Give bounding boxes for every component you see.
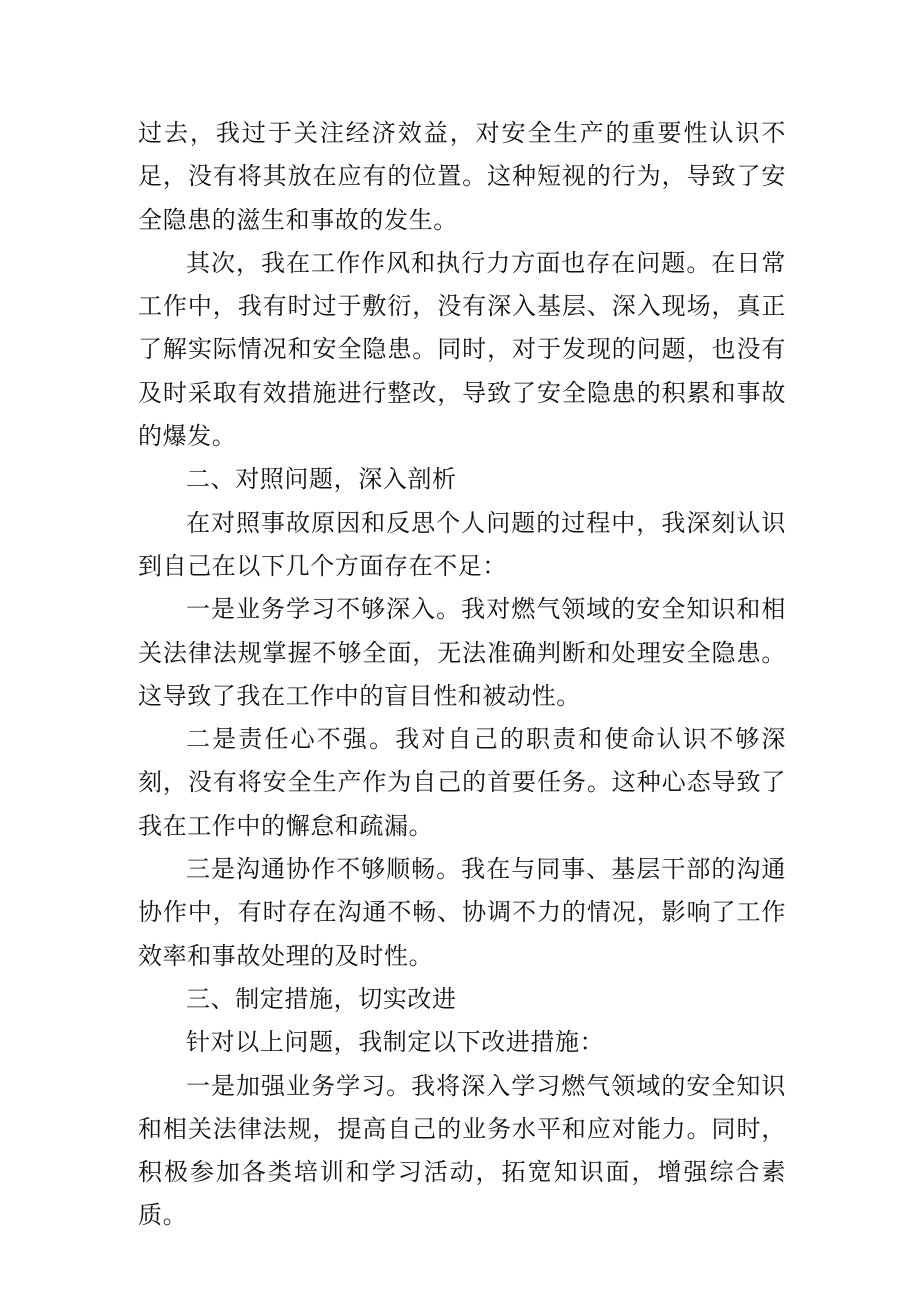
paragraph-point-communication: 三是沟通协作不够顺畅。我在与同事、基层干部的沟通协作中，有时存在沟通不畅、协调不力的情况，影响了工作效率和事故处理的及时性。 bbox=[138, 855, 786, 970]
paragraph-analysis-intro: 在对照事故原因和反思个人问题的过程中，我深刻认识到自己在以下几个方面存在不足： bbox=[138, 508, 786, 580]
paragraph-point-responsibility: 二是责任心不强。我对自己的职责和使命认识不够深刻，没有将安全生产作为自己的首要任务。这种心态导致了我在工作中的懈怠和疏漏。 bbox=[138, 725, 786, 840]
paragraph-point-study: 一是业务学习不够深入。我对燃气领域的安全知识和相关法律法规掌握不够全面，无法准确判断和处理安全隐患。这导致了我在工作中的盲目性和被动性。 bbox=[138, 595, 786, 710]
section-heading-analysis: 二、对照问题，深入剖析 bbox=[186, 465, 457, 494]
paragraph-continuation: 过去，我过于关注经济效益，对安全生产的重要性认识不足，没有将其放在应有的位置。这种短视的行为，导致了安全隐患的滋生和事故的发生。 bbox=[138, 119, 786, 234]
paragraph-work-style: 其次，我在工作作风和执行力方面也存在问题。在日常工作中，我有时过于敷衍，没有深入基层、深入现场，真正了解实际情况和安全隐患。同时，对于发现的问题，也没有及时采取有效措施进行整改，导致了安全隐患的积累和事故的爆发。 bbox=[138, 248, 786, 451]
section-heading-measures: 三、制定措施，切实改进 bbox=[186, 984, 457, 1013]
paragraph-measures-intro: 针对以上问题，我制定以下改进措施： bbox=[186, 1028, 605, 1057]
document-body bbox=[138, 112, 786, 1238]
paragraph-measure-study: 一是加强业务学习。我将深入学习燃气领域的安全知识和相关法律法规，提高自己的业务水平和应对能力。同时，积极参加各类培训和学习活动，拓宽知识面，增强综合素质。 bbox=[138, 1071, 786, 1230]
